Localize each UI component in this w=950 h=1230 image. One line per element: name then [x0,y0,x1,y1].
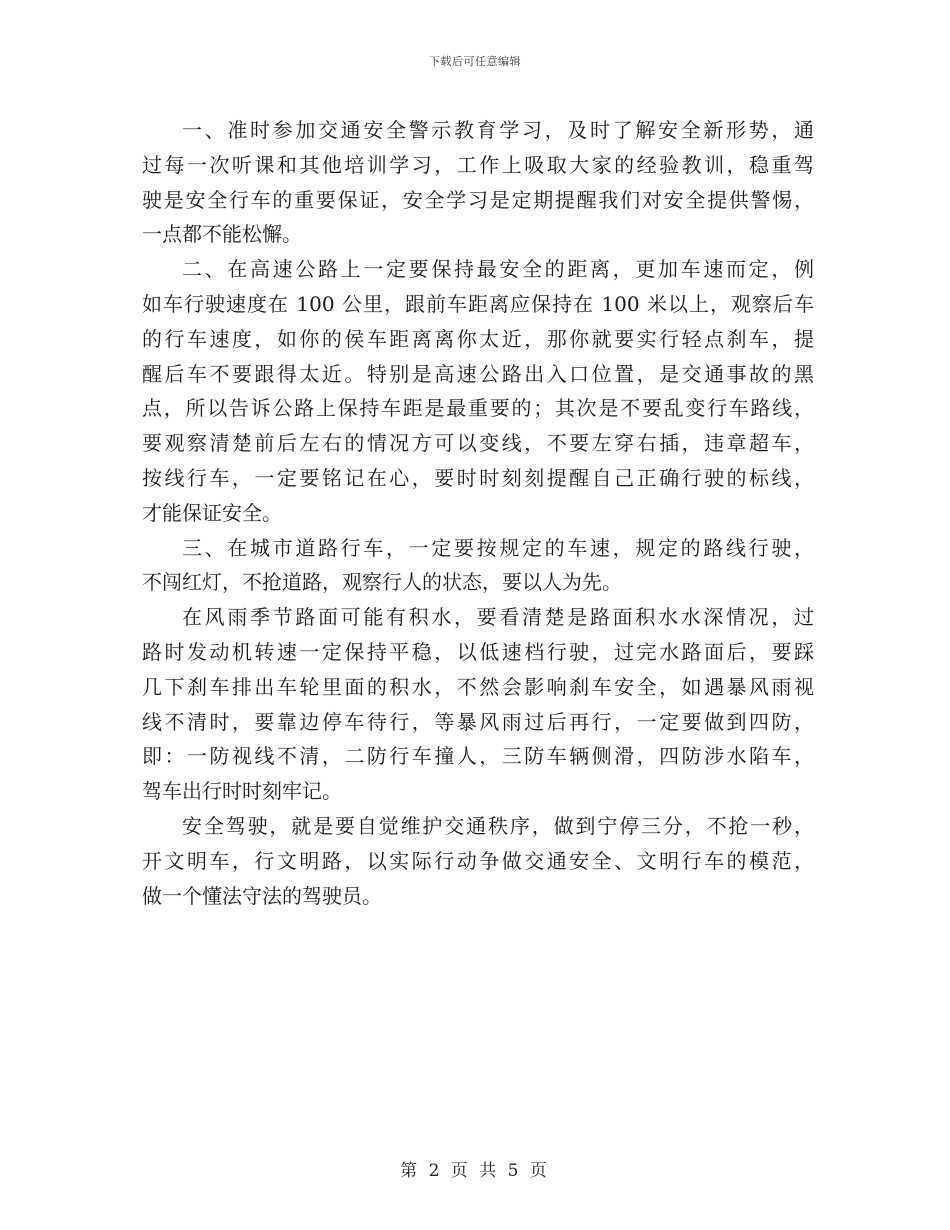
text-line: 一、准时参加交通安全警示教育学习，及时了解安全新形势，通 [182,118,814,142]
paragraph [142,600,814,809]
text-line: 的行车速度，如你的侯车距离离你太近，那你就要实行轻点刹车，提 [142,326,814,351]
text-line: 过每一次听课和其他培训学习，工作上吸取大家的经验教训，稳重驾 [142,152,814,177]
paragraph [142,252,814,530]
document-body [142,113,814,913]
paragraph [142,113,814,252]
text-line: 一点都不能松懈。 [142,222,302,247]
text-line: 按线行车，一定要铭记在心，要时时刻刻提醒自己正确行驶的标线， [142,465,814,490]
text-line: 几下刹车排出车轮里面的积水，不然会影响刹车安全，如遇暴风雨视 [142,674,814,699]
text-line: 才能保证安全。 [142,500,282,525]
paragraph [142,809,814,913]
text-line: 二、在高速公路上一定要保持最安全的距离，更加车速而定，例 [182,257,814,282]
text-line: 驾车出行时时刻牢记。 [142,779,342,804]
paragraph [142,531,814,601]
text-line: 在风雨季节路面可能有积水，要看清楚是路面积水水深情况，过 [182,605,814,630]
text-line: 醒后车不要跟得太近。特别是高速公路出入口位置，是交通事故的黑 [142,361,814,386]
text-line: 驶是安全行车的重要保证，安全学习是定期提醒我们对安全提供警惕， [142,187,814,212]
text-line: 安全驾驶，就是要自觉维护交通秩序，做到宁停三分，不抢一秒， [182,813,814,838]
page-footer: 第 2 页 共 5 页 [400,1161,550,1181]
text-line: 要观察清楚前后左右的情况方可以变线，不要左穿右插，违章超车， [142,431,814,456]
page-header: 下载后可任意编辑 [429,55,521,68]
text-line: 开文明车，行文明路，以实际行动争做交通安全、文明行车的模范， [142,848,814,873]
text-line: 点，所以告诉公路上保持车距是最重要的；其次是不要乱变行车路线， [142,396,814,421]
text-line: 不闯红灯，不抢道路，观察行人的状态，要以人为先。 [142,570,622,595]
text-line: 线不清时，要靠边停车待行，等暴风雨过后再行，一定要做到四防， [142,709,814,734]
text-line: 即：一防视线不清，二防行车撞人，三防车辆侧滑，四防涉水陷车， [142,744,814,769]
text-line: 三、在城市道路行车，一定要按规定的车速，规定的路线行驶， [182,535,814,560]
text-line: 做一个懂法守法的驾驶员。 [142,883,382,908]
text-line: 如车行驶速度在 100 公里，跟前车距离应保持在 100 米以上，观察后车 [142,291,814,316]
text-line: 路时发动机转速一定保持平稳，以低速档行驶，过完水路面后，要踩 [142,639,814,664]
